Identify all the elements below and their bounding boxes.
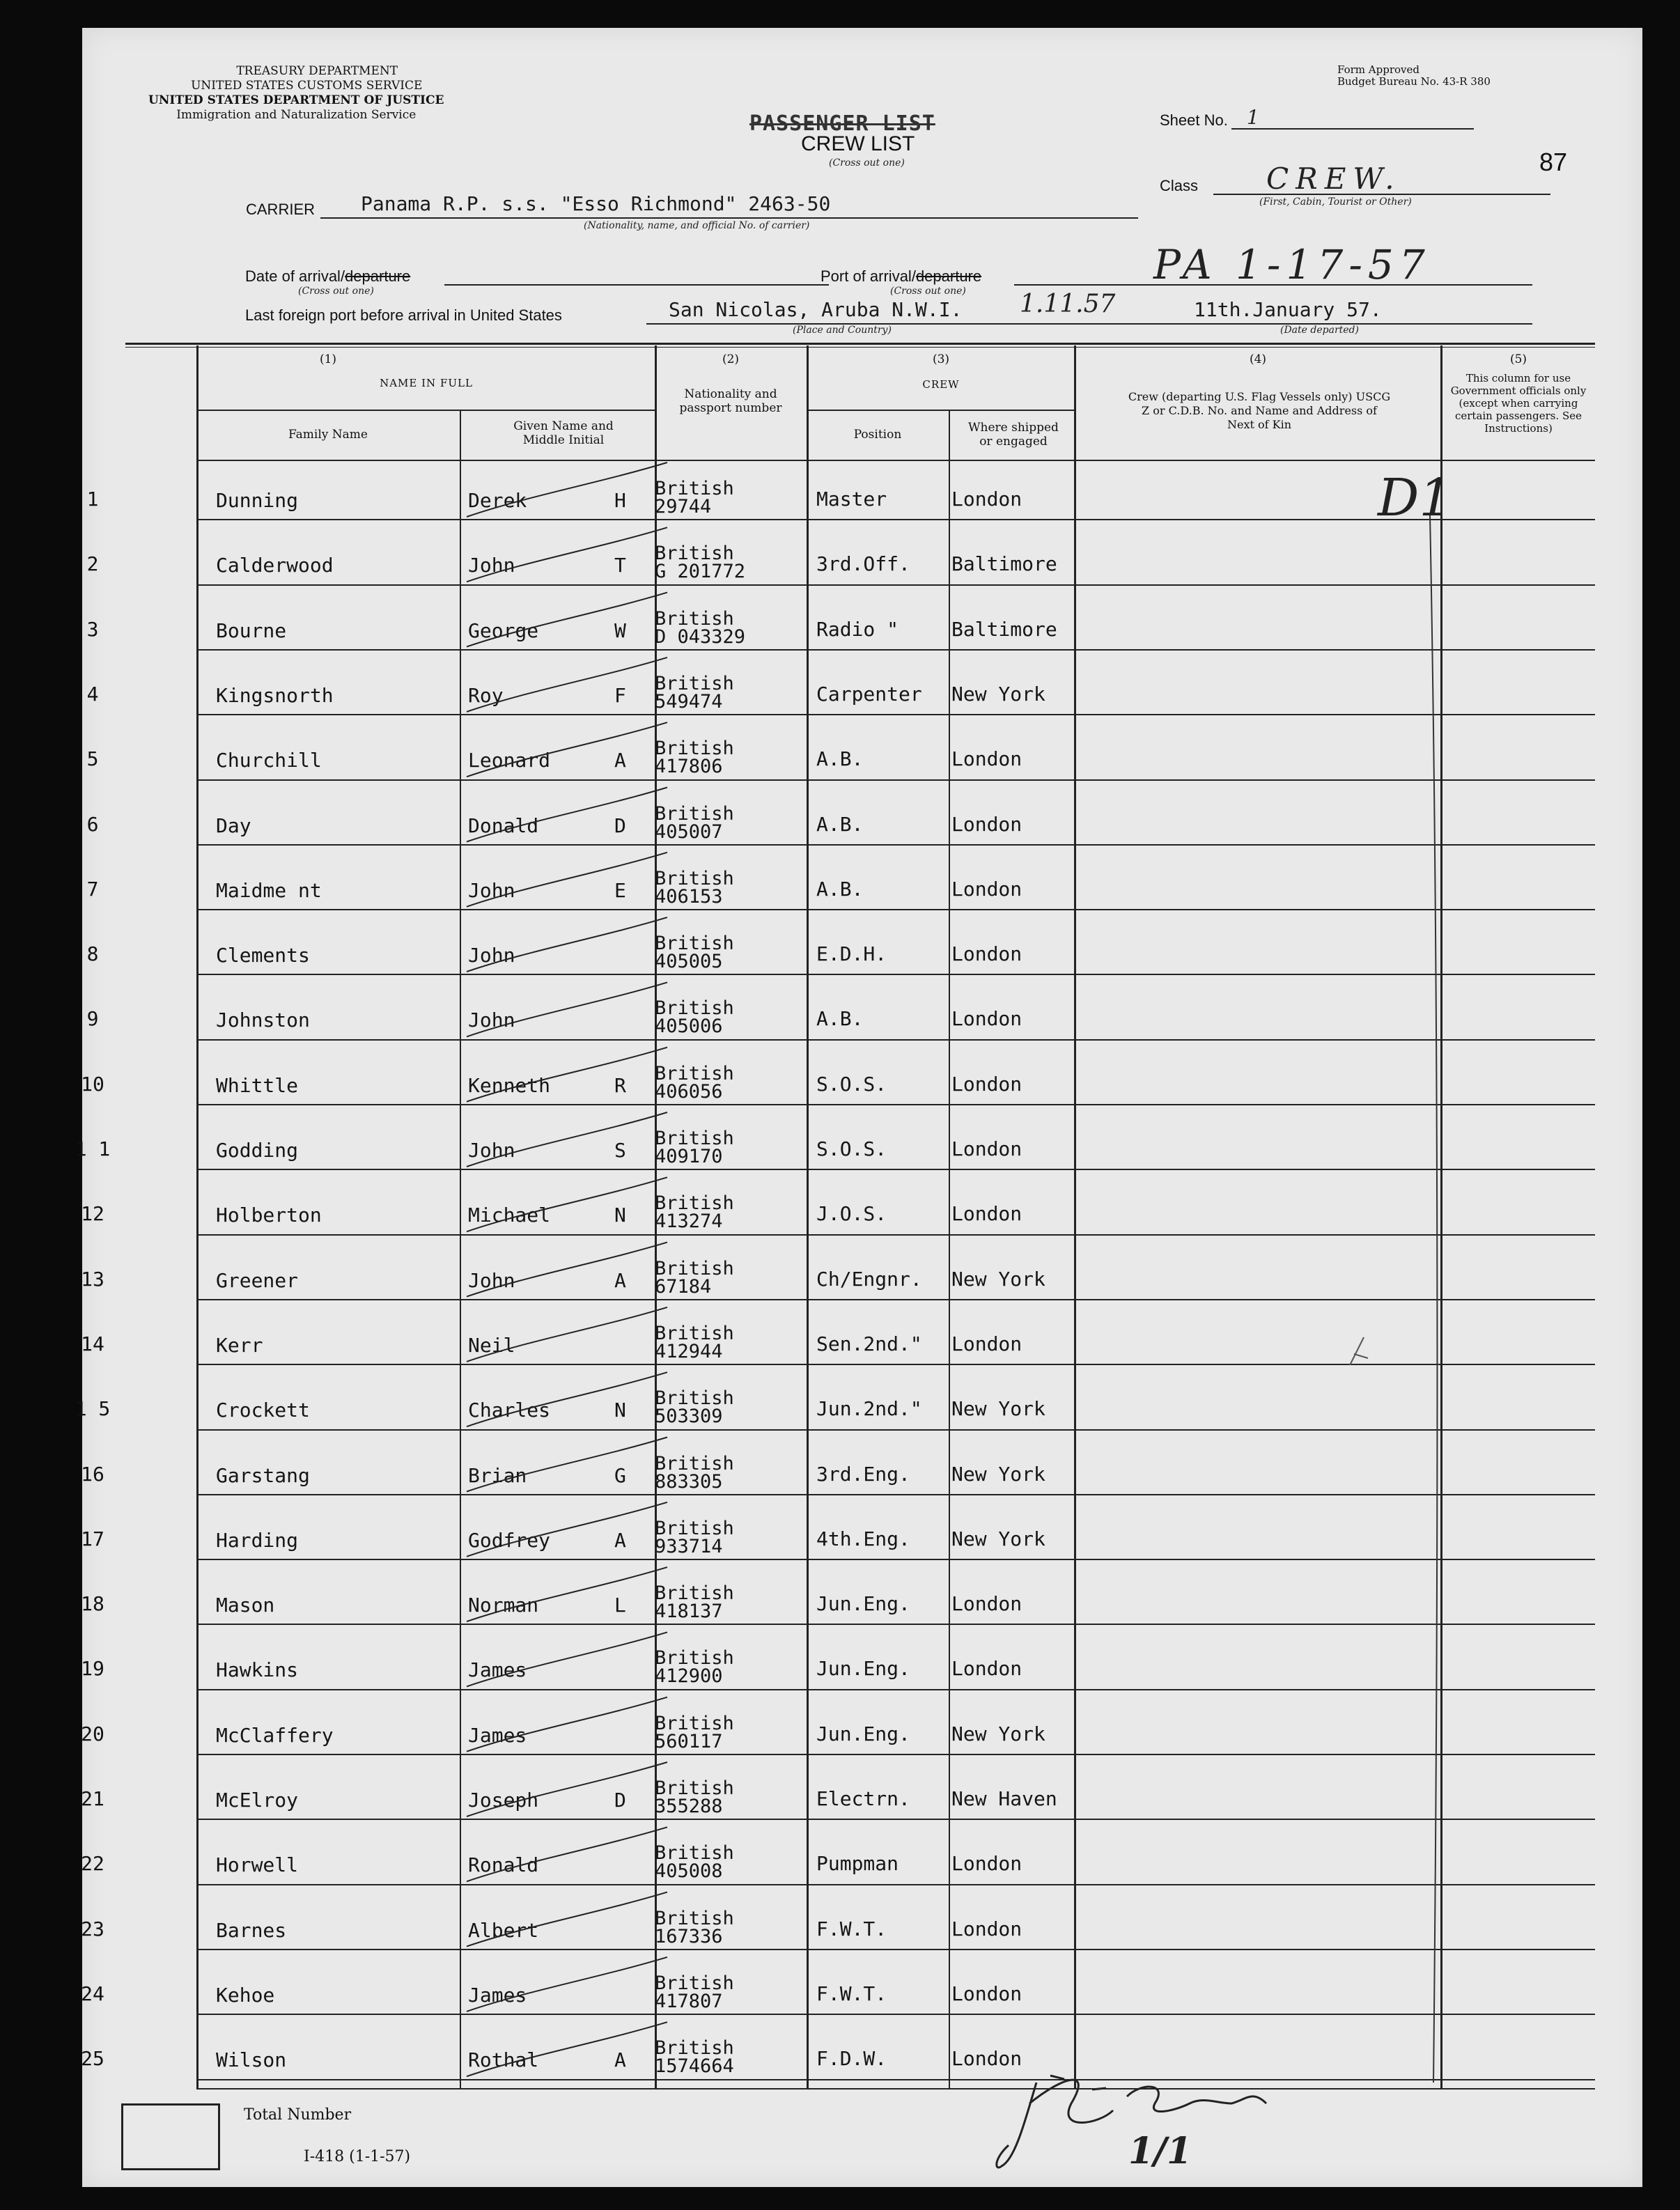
where-shipped-cell: London xyxy=(951,488,1022,511)
col4-number: (4) xyxy=(1249,352,1267,366)
col5-number: (5) xyxy=(1509,352,1527,366)
row-number: 18 xyxy=(81,1592,104,1616)
carrier-label: CARRIER xyxy=(246,201,316,218)
passport-number-cell: 167336 xyxy=(655,1925,723,1947)
check-slash xyxy=(467,917,667,972)
position-cell: J.O.S. xyxy=(816,1202,887,1226)
position-cell: S.O.S. xyxy=(816,1072,887,1096)
family-name-cell: Whittle xyxy=(216,1073,299,1097)
nationality-cell: British xyxy=(655,1582,734,1605)
position-cell: S.O.S. xyxy=(816,1137,887,1160)
given-name-cell: John xyxy=(468,1268,515,1292)
position-cell: 3rd.Eng. xyxy=(816,1462,910,1486)
family-name-cell: McElroy xyxy=(216,1789,299,1812)
given-name-cell: James xyxy=(468,1983,527,2007)
page-number: 87 xyxy=(1539,148,1568,176)
passport-number-cell: 405008 xyxy=(655,1860,723,1883)
nationality-cell: British xyxy=(655,933,734,955)
where-shipped-cell: London xyxy=(951,1917,1022,1940)
row-number: 2 xyxy=(86,552,99,576)
col-given-name: Given Name and Middle Initial xyxy=(513,419,614,447)
passport-number-cell: 418137 xyxy=(655,1601,723,1623)
where-shipped-cell: London xyxy=(951,1072,1022,1096)
check-slash xyxy=(467,657,667,712)
family-name-cell: Harding xyxy=(216,1528,299,1552)
col-nationality: Nationality and passport number xyxy=(679,387,782,415)
passport-number-cell: 405007 xyxy=(655,820,723,843)
date-note: (Cross out one) xyxy=(298,286,374,297)
given-name-cell: Donald xyxy=(468,814,539,837)
nationality-cell: British xyxy=(655,1517,734,1539)
position-cell: Pumpman xyxy=(816,1852,899,1876)
where-shipped-cell: London xyxy=(951,1332,1022,1355)
middle-initial-cell: A xyxy=(614,1528,626,1552)
middle-initial-cell: L xyxy=(614,1594,626,1617)
family-name-cell: Holberton xyxy=(216,1204,322,1227)
family-name-cell: Godding xyxy=(216,1139,299,1162)
row-number: 3 xyxy=(86,617,99,641)
where-shipped-cell: London xyxy=(951,877,1022,901)
middle-initial-cell: R xyxy=(614,1073,626,1097)
agency-line-1: TREASURY DEPARTMENT xyxy=(236,64,398,78)
where-shipped-cell: London xyxy=(951,1852,1022,1876)
passport-number-cell: 405005 xyxy=(655,951,723,973)
col-family-name: Family Name xyxy=(288,428,368,442)
passport-number-cell: 409170 xyxy=(655,1146,723,1167)
position-cell: F.W.T. xyxy=(816,1917,887,1940)
row-number: 21 xyxy=(81,1787,104,1810)
position-cell: Jun.2nd." xyxy=(816,1397,922,1421)
given-name-cell: George xyxy=(468,618,539,642)
where-shipped-cell: Baltimore xyxy=(951,552,1057,576)
passport-number-cell: 549474 xyxy=(655,690,723,713)
family-name-cell: Kingsnorth xyxy=(216,683,334,707)
passport-number-cell: 560117 xyxy=(655,1730,723,1752)
check-slash xyxy=(467,1112,667,1167)
position-cell: Jun.Eng. xyxy=(816,1722,910,1745)
agency-line-4: Immigration and Naturalization Service xyxy=(176,108,417,122)
where-shipped-cell: London xyxy=(951,747,1022,771)
check-slash xyxy=(467,1243,667,1297)
family-name-cell: Horwell xyxy=(216,1853,299,1877)
middle-initial-cell: F xyxy=(614,683,626,707)
given-name-cell: Norman xyxy=(468,1594,539,1617)
given-name-cell: John xyxy=(468,944,515,967)
col3-number: (3) xyxy=(932,352,950,366)
where-shipped-cell: New York xyxy=(951,1462,1045,1486)
position-cell: Jun.Eng. xyxy=(816,1657,910,1681)
where-shipped-cell: London xyxy=(951,812,1022,836)
position-cell: F.W.T. xyxy=(816,1982,887,2005)
passport-number-cell: 405006 xyxy=(655,1015,723,1038)
form-number: I-418 (1-1-57) xyxy=(304,2148,411,2165)
middle-initial-cell: N xyxy=(614,1204,626,1227)
title-note: (Cross out one) xyxy=(829,157,905,169)
nationality-cell: British xyxy=(655,1842,734,1865)
row-number: 19 xyxy=(81,1657,104,1681)
given-name-cell: Charles xyxy=(468,1399,551,1422)
family-name-cell: Wilson xyxy=(216,2048,287,2072)
given-name-cell: Michael xyxy=(468,1204,551,1227)
middle-initial-cell: D xyxy=(614,814,626,837)
given-name-cell: Rothal xyxy=(468,2048,539,2072)
position-cell: E.D.H. xyxy=(816,942,887,966)
position-cell: A.B. xyxy=(816,747,864,771)
annotation-d1: D1 xyxy=(1378,468,1452,528)
given-name-cell: John xyxy=(468,1139,515,1162)
family-name-cell: Garstang xyxy=(216,1463,310,1487)
row-number: 20 xyxy=(81,1722,104,1745)
check-slash xyxy=(467,722,667,777)
row-number: 7 xyxy=(86,877,99,901)
family-name-cell: McClaffery xyxy=(216,1723,334,1747)
nationality-cell: British xyxy=(655,867,734,889)
passport-number-cell: 883305 xyxy=(655,1470,723,1493)
given-name-cell: Kenneth xyxy=(468,1073,551,1097)
sheet-value: 1 xyxy=(1247,106,1259,129)
check-slash xyxy=(467,527,667,582)
family-name-cell: Dunning xyxy=(216,489,299,512)
sheet-label: Sheet No. xyxy=(1160,111,1228,129)
middle-initial-cell: G xyxy=(614,1463,626,1487)
nationality-cell: British xyxy=(655,1257,734,1279)
given-name-cell: James xyxy=(468,1723,527,1747)
check-slash xyxy=(467,1697,667,1752)
nationality-cell: British xyxy=(655,1712,734,1734)
row-number: 25 xyxy=(81,2047,104,2071)
row-number: 24 xyxy=(81,1982,104,2005)
nationality-cell: British xyxy=(655,1128,734,1149)
stray-mark xyxy=(1350,1337,1368,1365)
position-cell: Master xyxy=(816,488,887,511)
check-slash xyxy=(467,1632,667,1686)
where-shipped-cell: Baltimore xyxy=(951,617,1057,641)
family-name-cell: Maidme nt xyxy=(216,878,322,902)
passport-number-cell: G 201772 xyxy=(655,561,746,583)
row-number: 4 xyxy=(86,682,99,706)
nationality-cell: British xyxy=(655,802,734,825)
row-number: 23 xyxy=(81,1917,104,1940)
row-number: 1 xyxy=(86,488,99,511)
agency-line-3: UNITED STATES DEPARTMENT OF JUSTICE xyxy=(148,93,444,107)
check-slash xyxy=(467,853,667,907)
page-title: CREW LIST xyxy=(801,132,915,155)
nationality-cell: British xyxy=(655,1062,734,1084)
row-number: 10 xyxy=(81,1072,104,1096)
position-cell: A.B. xyxy=(816,877,864,901)
position-cell: Ch/Engnr. xyxy=(816,1267,922,1291)
nationality-cell: British xyxy=(655,738,734,760)
position-cell: 3rd.Off. xyxy=(816,552,910,576)
check-slash xyxy=(467,1502,667,1557)
tick-marks xyxy=(82,28,1642,2187)
passport-number-cell: 412900 xyxy=(655,1665,723,1688)
col1-title: NAME IN FULL xyxy=(380,377,473,389)
col-crew-departing: Crew (departing U.S. Flag Vessels only) USCG Z or C.D.B. No. and Name and Address of Next of Kin xyxy=(1128,390,1391,431)
page-fraction: 1/1 xyxy=(1128,2130,1192,2172)
middle-initial-cell: H xyxy=(614,489,626,512)
document-page xyxy=(75,28,1642,2187)
nationality-cell: British xyxy=(655,1192,734,1215)
middle-initial-cell: N xyxy=(614,1399,626,1422)
check-slash xyxy=(467,1957,667,2011)
check-slash xyxy=(467,788,667,842)
row-number: 1 1 xyxy=(75,1137,111,1160)
check-slash xyxy=(467,1567,667,1621)
row-number: 14 xyxy=(81,1332,104,1355)
nationality-cell: British xyxy=(655,607,734,630)
place-note: (Place and Country) xyxy=(793,325,892,336)
given-name-cell: Godfrey xyxy=(468,1528,551,1552)
check-slash xyxy=(467,1438,667,1492)
middle-initial-cell: E xyxy=(614,878,626,902)
family-name-cell: Barnes xyxy=(216,1918,287,1942)
middle-initial-cell: S xyxy=(614,1139,626,1162)
where-shipped-cell: New York xyxy=(951,1397,1045,1421)
given-name-cell: John xyxy=(468,878,515,902)
where-shipped-cell: London xyxy=(951,942,1022,966)
annotation-line xyxy=(1430,515,1437,2083)
position-cell: Jun.Eng. xyxy=(816,1592,910,1616)
nationality-cell: British xyxy=(655,1907,734,1929)
last-port-hand: 1.11.57 xyxy=(1020,290,1116,318)
date-departed-note: (Date departed) xyxy=(1280,325,1359,336)
where-shipped-cell: London xyxy=(951,1592,1022,1616)
carrier-value: Panama R.P. s.s. "Esso Richmond" 2463-50 xyxy=(361,192,831,215)
row-number: 12 xyxy=(81,1202,104,1226)
check-slash xyxy=(467,1762,667,1816)
nationality-cell: British xyxy=(655,1452,734,1474)
given-name-cell: John xyxy=(468,554,515,577)
passport-number-cell: 1574664 xyxy=(655,2055,734,2078)
given-name-cell: Brian xyxy=(468,1463,527,1487)
given-name-cell: Neil xyxy=(468,1333,515,1357)
where-shipped-cell: New York xyxy=(951,682,1045,706)
nationality-cell: British xyxy=(655,672,734,694)
where-shipped-cell: London xyxy=(951,1982,1022,2005)
passport-number-cell: 417806 xyxy=(655,756,723,778)
class-label: Class xyxy=(1160,177,1199,194)
where-shipped-cell: New York xyxy=(951,1267,1045,1291)
total-number-box xyxy=(121,2103,220,2170)
port-note: (Cross out one) xyxy=(890,286,966,297)
family-name-cell: Calderwood xyxy=(216,554,334,577)
family-name-cell: Greener xyxy=(216,1268,299,1292)
where-shipped-cell: London xyxy=(951,2047,1022,2071)
passport-number-cell: D 043329 xyxy=(655,625,746,648)
passport-number-cell: 406153 xyxy=(655,885,723,908)
port-label-text: Port of arrival/ xyxy=(820,267,916,285)
middle-initial-cell: D xyxy=(614,1789,626,1812)
check-slash xyxy=(467,1892,667,1947)
where-shipped-cell: London xyxy=(951,1657,1022,1681)
class-value: CREW. xyxy=(1266,162,1401,196)
family-name-cell: Bourne xyxy=(216,618,287,642)
family-name-cell: Hawkins xyxy=(216,1658,299,1682)
port-value: PA 1-17-57 xyxy=(1153,241,1431,288)
middle-initial-cell: T xyxy=(614,554,626,577)
row-number: 6 xyxy=(86,812,99,836)
position-cell: Electrn. xyxy=(816,1787,910,1810)
family-name-cell: Mason xyxy=(216,1594,275,1617)
passport-number-cell: 417807 xyxy=(655,1990,723,2012)
nationality-cell: British xyxy=(655,997,734,1020)
middle-initial-cell: W xyxy=(614,618,626,642)
passport-number-cell: 503309 xyxy=(655,1406,723,1428)
last-port-label: Last foreign port before arrival in United States xyxy=(245,306,562,324)
where-shipped-cell: New York xyxy=(951,1722,1045,1745)
middle-initial-cell: A xyxy=(614,2048,626,2072)
where-shipped-cell: London xyxy=(951,1007,1022,1031)
check-slash xyxy=(467,1048,667,1102)
family-name-cell: Clements xyxy=(216,944,310,967)
given-name-cell: Leonard xyxy=(468,749,551,772)
row-number: 9 xyxy=(86,1007,99,1031)
passport-number-cell: 933714 xyxy=(655,1535,723,1557)
class-note: (First, Cabin, Tourist or Other) xyxy=(1259,196,1412,208)
nationality-cell: British xyxy=(655,2037,734,2060)
family-name-cell: Johnston xyxy=(216,1009,310,1032)
carrier-note: (Nationality, name, and official No. of carrier) xyxy=(584,220,810,231)
col-position: Position xyxy=(853,428,902,442)
date-label-struck: departure xyxy=(345,267,411,285)
form-approved-label: Form Approved xyxy=(1337,63,1420,76)
port-label-struck: departure xyxy=(915,267,982,285)
where-shipped-cell: New Haven xyxy=(951,1787,1057,1810)
row-number: 13 xyxy=(81,1267,104,1291)
budget-bureau-number: Budget Bureau No. 43-R 380 xyxy=(1337,75,1491,88)
col-crew: CREW xyxy=(922,378,960,391)
row-number: 16 xyxy=(81,1462,104,1486)
nationality-cell: British xyxy=(655,1777,734,1799)
passport-number-cell: 67184 xyxy=(655,1275,712,1298)
date-label-text: Date of arrival/ xyxy=(245,267,345,285)
position-cell: A.B. xyxy=(816,1007,864,1031)
check-slash xyxy=(467,1307,667,1362)
given-name-cell: Joseph xyxy=(468,1789,539,1812)
col1-number: (1) xyxy=(319,352,337,366)
agency-line-2: UNITED STATES CUSTOMS SERVICE xyxy=(191,79,423,93)
row-number: 1 5 xyxy=(75,1397,111,1421)
given-name-cell: Albert xyxy=(468,1918,539,1942)
family-name-cell: Kehoe xyxy=(216,1983,275,2007)
check-slash xyxy=(467,593,667,647)
position-cell: Sen.2nd." xyxy=(816,1332,922,1355)
check-slash xyxy=(467,2022,667,2076)
where-shipped-cell: London xyxy=(951,1202,1022,1226)
family-name-cell: Crockett xyxy=(216,1399,310,1422)
nationality-cell: British xyxy=(655,543,734,565)
col2-number: (2) xyxy=(722,352,740,366)
family-name-cell: Day xyxy=(216,814,251,837)
title-struck: PASSENGER LIST xyxy=(749,111,935,136)
check-slash xyxy=(467,982,667,1036)
middle-initial-cell: A xyxy=(614,1268,626,1292)
row-number: 17 xyxy=(81,1527,104,1550)
position-cell: A.B. xyxy=(816,812,864,836)
where-shipped-cell: London xyxy=(951,1137,1022,1160)
nationality-cell: British xyxy=(655,1972,734,1994)
col-government: This column for use Government officials only (except when carrying certain passengers. See Instructions) xyxy=(1450,372,1587,435)
row-number: 22 xyxy=(81,1852,104,1876)
family-name-cell: Kerr xyxy=(216,1333,263,1357)
last-port-value: San Nicolas, Aruba N.W.I. xyxy=(669,298,963,321)
passport-number-cell: 413274 xyxy=(655,1211,723,1233)
position-cell: Radio " xyxy=(816,617,899,641)
passport-number-cell: 29744 xyxy=(655,496,712,518)
check-slash xyxy=(467,1177,667,1231)
family-name-cell: Churchill xyxy=(216,749,322,772)
nationality-cell: British xyxy=(655,1387,734,1410)
table-bottom-rule xyxy=(196,2088,1595,2090)
position-cell: 4th.Eng. xyxy=(816,1527,910,1550)
where-shipped-cell: New York xyxy=(951,1527,1045,1550)
passport-number-cell: 406056 xyxy=(655,1080,723,1103)
check-slash xyxy=(467,462,667,517)
check-slash xyxy=(467,1372,667,1426)
given-name-cell: Derek xyxy=(468,489,527,512)
position-cell: Carpenter xyxy=(816,682,922,706)
position-cell: F.D.W. xyxy=(816,2047,887,2071)
nationality-cell: British xyxy=(655,1322,734,1344)
passport-number-cell: 412944 xyxy=(655,1340,723,1362)
given-name-cell: James xyxy=(468,1658,527,1682)
date-departed-value: 11th.January 57. xyxy=(1194,298,1382,321)
given-name-cell: John xyxy=(468,1009,515,1032)
given-name-cell: Ronald xyxy=(468,1853,539,1877)
row-number: 5 xyxy=(86,747,99,771)
nationality-cell: British xyxy=(655,478,734,499)
given-name-cell: Roy xyxy=(468,683,504,707)
middle-initial-cell: A xyxy=(614,749,626,772)
row-number: 8 xyxy=(86,942,99,966)
col-where-shipped: Where shipped or engaged xyxy=(968,421,1059,449)
check-slash xyxy=(467,1827,667,1881)
nationality-cell: British xyxy=(655,1647,734,1670)
total-number-label: Total Number xyxy=(244,2106,352,2124)
passport-number-cell: 355288 xyxy=(655,1796,723,1817)
